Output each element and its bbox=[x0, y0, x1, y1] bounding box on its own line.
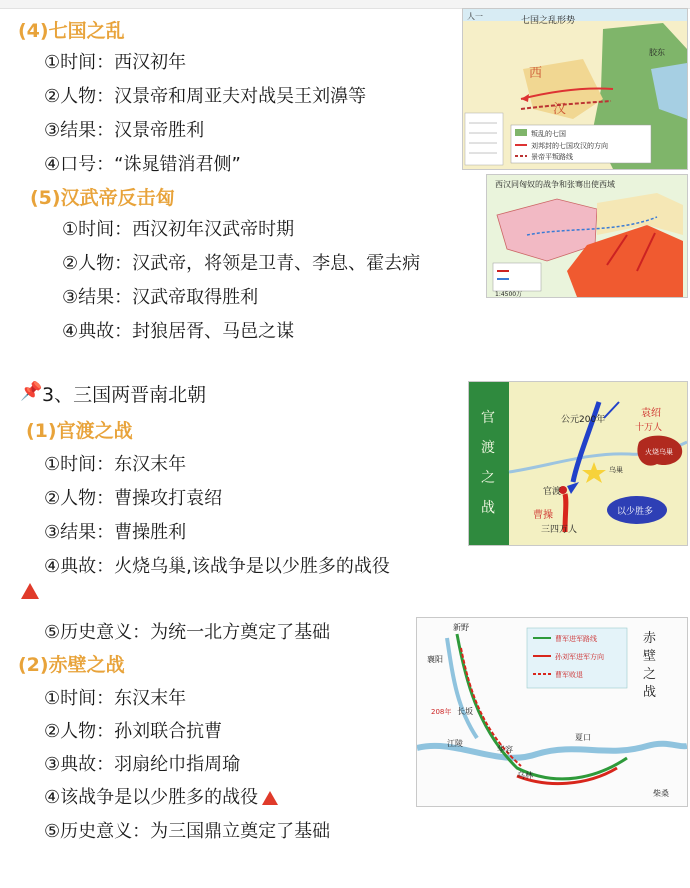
map-label-xi: 西 bbox=[529, 66, 543, 81]
section-heading-sanguo: 3、三国两晋南北朝 bbox=[42, 384, 207, 406]
legend-item: 叛乱的七国 bbox=[531, 130, 566, 138]
list-item: ③结果：汉武帝取得胜利 bbox=[62, 287, 259, 308]
map-vertical-title: 壁 bbox=[643, 649, 657, 664]
map-place: 夏口 bbox=[575, 733, 591, 742]
list-item: ①时间：东汉末年 bbox=[44, 454, 187, 475]
legend-item: 曹军进军路线 bbox=[555, 635, 597, 643]
list-item: ②人物：孙刘联合抗曹 bbox=[44, 721, 223, 742]
list-item: ③结果：曹操胜利 bbox=[44, 522, 187, 543]
list-item-text: ④该战争是以少胜多的战役 bbox=[44, 787, 259, 808]
map-place: 长坂 bbox=[457, 707, 473, 716]
map-label-guandu: 官渡 bbox=[543, 487, 562, 497]
legend-item: 景帝平叛路线 bbox=[531, 153, 573, 161]
map-vertical-title: 渡 bbox=[481, 440, 495, 456]
map-chibi bbox=[416, 617, 688, 807]
list-item bbox=[44, 783, 278, 809]
map-vertical-title: 之 bbox=[643, 667, 657, 682]
list-item: ⑤历史意义：为三国鼎立奠定了基础 bbox=[44, 821, 331, 842]
map-label-cao-count: 三四万人 bbox=[541, 525, 578, 535]
map-vertical-title: 战 bbox=[481, 500, 495, 516]
map-title: 七国之乱形势 bbox=[521, 16, 576, 26]
list-item: ⑤历史意义：为统一北方奠定了基础 bbox=[44, 622, 331, 643]
list-item: ①时间：西汉初年汉武帝时期 bbox=[62, 219, 295, 240]
list-item: ①时间：东汉末年 bbox=[44, 688, 187, 709]
list-item: ②人物：汉武帝，将领是卫青、李息、霍去病 bbox=[62, 253, 421, 274]
map-vertical-title: 之 bbox=[481, 470, 495, 486]
map-year: 公元200年 bbox=[561, 415, 606, 425]
list-item: ④典故：封狼居胥、马邑之谋 bbox=[62, 321, 295, 342]
legend-item: 孙刘军进军方向 bbox=[555, 653, 604, 661]
map-place: 乌林 bbox=[517, 771, 533, 780]
section-title-chibi: (2)赤壁之战 bbox=[18, 654, 125, 676]
map-year: 208年 bbox=[431, 708, 452, 716]
legend-item: 刘邦封的七国攻汉的方向 bbox=[531, 142, 608, 150]
list-item: ①时间：西汉初年 bbox=[44, 52, 187, 73]
map-scale: 1:4500万 bbox=[495, 291, 523, 297]
section-title-qiguo: (4)七国之乱 bbox=[18, 20, 125, 42]
map-qiguo-zhiluan bbox=[462, 8, 688, 170]
warning-triangle-icon bbox=[21, 583, 39, 599]
map-label-jiaodong: 胶东 bbox=[649, 48, 665, 57]
map-guandu bbox=[468, 381, 688, 546]
list-item: ④口号：“诛晁错消君侧” bbox=[44, 154, 241, 175]
pushpin-icon: 📌 bbox=[20, 381, 43, 402]
map-corner-label: 人一 bbox=[467, 12, 483, 21]
map-place: 华容 bbox=[497, 745, 513, 754]
map-label-cao: 曹操 bbox=[533, 510, 553, 521]
map-label-yuan-count: 十万人 bbox=[635, 423, 663, 433]
map-vertical-title: 战 bbox=[643, 685, 657, 700]
map-cloud-label: 火烧乌巢 bbox=[645, 448, 673, 456]
list-item: ④典故：火烧乌巢,该战争是以少胜多的战役 bbox=[44, 556, 390, 577]
map-vertical-title: 官 bbox=[481, 410, 495, 426]
map-place: 柴桑 bbox=[653, 789, 669, 798]
list-item: ③结果：汉景帝胜利 bbox=[44, 120, 205, 141]
list-item: ②人物：曹操攻打袁绍 bbox=[44, 488, 223, 509]
map-label-wuchao: 乌巢 bbox=[609, 466, 623, 474]
map-title: 西汉同匈奴的战争和张骞出使西域 bbox=[495, 180, 615, 189]
map-place: 江陵 bbox=[447, 739, 463, 748]
section-title-hanwudi: (5)汉武帝反击匈 bbox=[30, 187, 175, 209]
legend-item: 曹军败退 bbox=[555, 671, 583, 679]
section-title-guandu: (1)官渡之战 bbox=[26, 420, 133, 442]
list-item: ③典故：羽扇纶巾指周瑜 bbox=[44, 754, 241, 775]
map-place: 襄阳 bbox=[427, 655, 443, 664]
map-note: 以少胜多 bbox=[617, 507, 654, 517]
warning-triangle-icon bbox=[262, 791, 278, 805]
map-place: 新野 bbox=[453, 623, 469, 632]
map-xiongnu bbox=[486, 174, 688, 298]
list-item: ②人物：汉景帝和周亚夫对战吴王刘濞等 bbox=[44, 86, 367, 107]
map-vertical-title: 赤 bbox=[643, 631, 657, 646]
map-label-han: 汉 bbox=[553, 102, 567, 117]
map-label-yuan: 袁绍 bbox=[641, 408, 661, 419]
